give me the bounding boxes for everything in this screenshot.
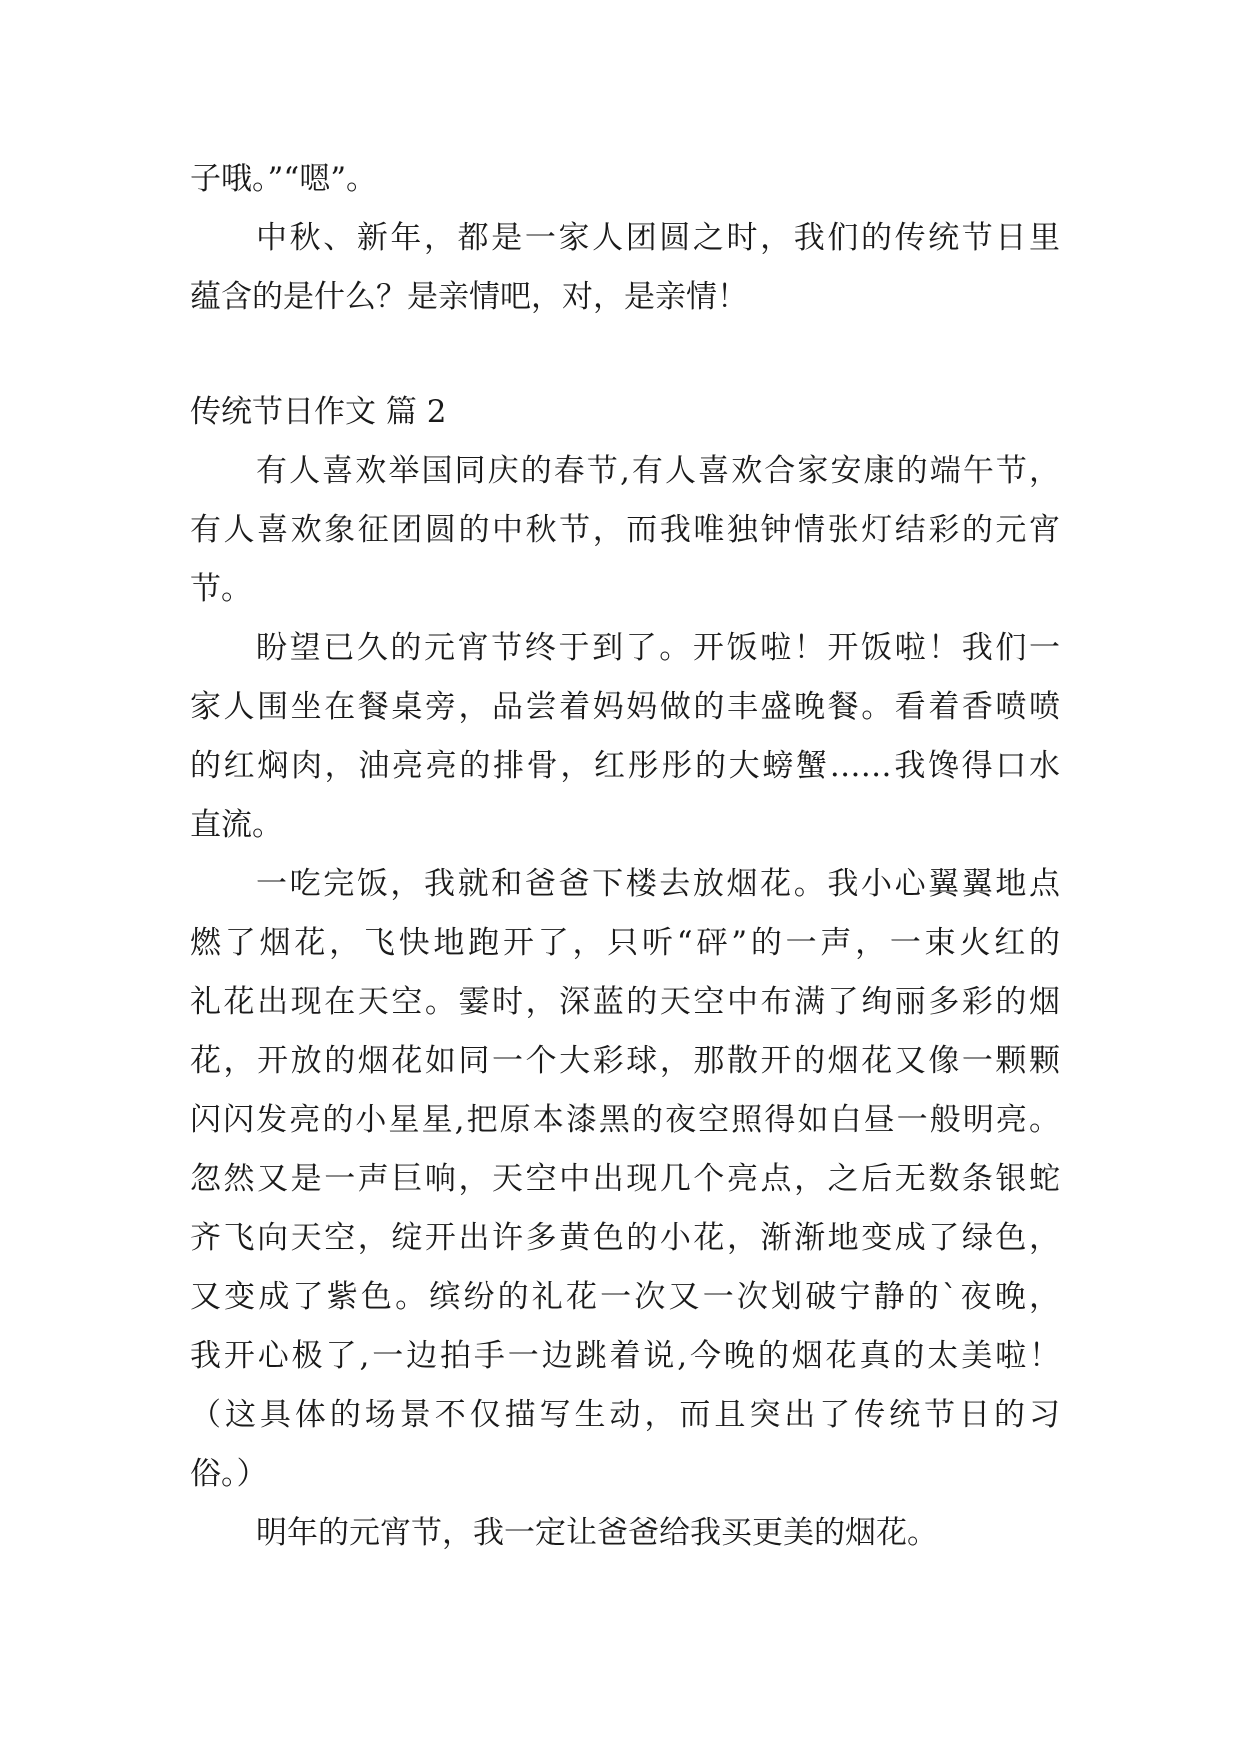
paragraph-intro — [190, 442, 1060, 619]
text-line: 蕴含的是什么？是亲情吧，对，是亲情！ — [190, 279, 748, 315]
paragraph-closing — [190, 1504, 1060, 1563]
document-page — [190, 150, 1060, 1563]
text-line: 燃了烟花，飞快地跑开了，只听“砰”的一声，一束火红的 — [190, 925, 1060, 961]
paragraph-dinner — [190, 619, 1060, 855]
text-line: 闪闪发亮的小星星,把原本漆黑的夜空照得如白昼一般明亮。 — [190, 1102, 1060, 1138]
text-line: 齐飞向天空，绽开出许多黄色的小花，渐渐地变成了绿色， — [190, 1220, 1060, 1256]
text-line: 直流。 — [190, 807, 283, 843]
text-line: 子哦。”“嗯”。 — [190, 161, 378, 197]
paragraph-fireworks — [190, 855, 1060, 1504]
text-line: 我开心极了,一边拍手一边跳着说,今晚的烟花真的太美啦！ — [190, 1338, 1060, 1374]
text-line: 中秋、新年，都是一家人团圆之时，我们的传统节日里 — [256, 220, 1060, 256]
paragraph-reunion — [190, 209, 1060, 327]
text-line: （这具体的场景不仅描写生动，而且突出了传统节日的习 — [190, 1397, 1060, 1433]
text-line: 家人围坐在餐桌旁，品尝着妈妈做的丰盛晚餐。看着香喷喷 — [190, 689, 1060, 725]
text-line: 有人喜欢举国同庆的春节,有人喜欢合家安康的端午节， — [256, 453, 1060, 489]
text-line: 俗。） — [190, 1456, 268, 1492]
text-line: 有人喜欢象征团圆的中秋节，而我唯独钟情张灯结彩的元宵 — [190, 512, 1060, 548]
text-line: 礼花出现在天空。霎时，深蓝的天空中布满了绚丽多彩的烟 — [190, 984, 1060, 1020]
paragraph-continuation — [190, 150, 1060, 209]
text-line: 明年的元宵节，我一定让爸爸给我买更美的烟花。 — [256, 1515, 938, 1551]
text-line: 又变成了紫色。缤纷的礼花一次又一次划破宁静的`夜晚， — [190, 1279, 1060, 1315]
text-line: 的红焖肉，油亮亮的排骨，红彤彤的大螃蟹……我馋得口水 — [190, 748, 1060, 784]
text-line: 盼望已久的元宵节终于到了。开饭啦！开饭啦！我们一 — [256, 630, 1060, 666]
text-line: 一吃完饭，我就和爸爸下楼去放烟花。我小心翼翼地点 — [256, 866, 1060, 902]
text-line: 花，开放的烟花如同一个大彩球，那散开的烟花又像一颗颗 — [190, 1043, 1060, 1079]
text-line: 忽然又是一声巨响，天空中出现几个亮点，之后无数条银蛇 — [190, 1161, 1060, 1197]
text-line: 节。 — [190, 571, 252, 607]
section-title: 传统节日作文 篇 2 — [190, 394, 447, 430]
